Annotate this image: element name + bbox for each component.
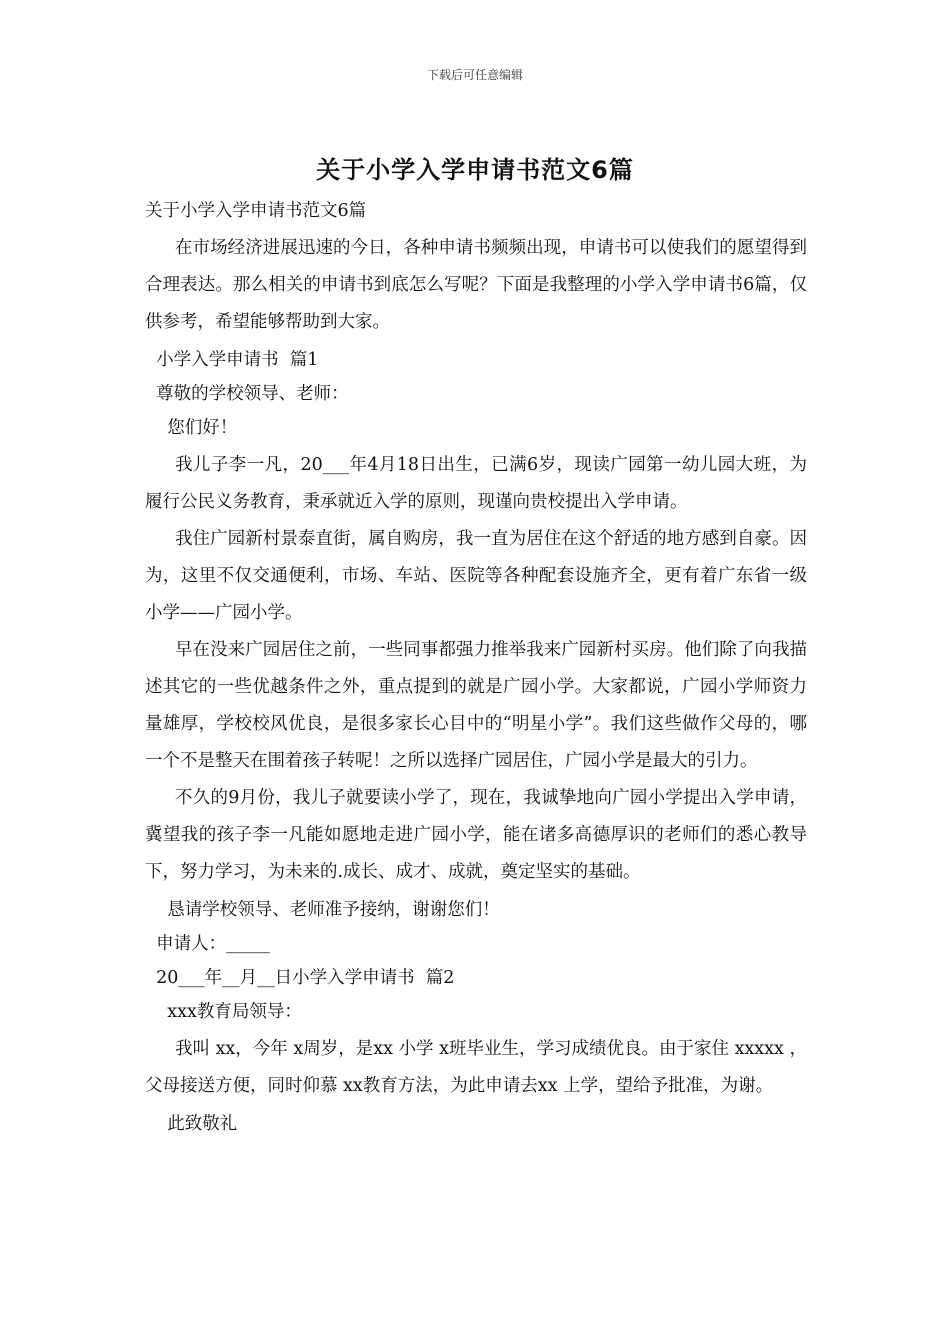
body-paragraph-4: 不久的9月份，我儿子就要读小学了，现在，我诚挚地向广园小学提出入学申请，冀望我的孩子李一凡能如愿地走进广园小学，能在诸多高德厚识的老师们的悉心教导下，努力学习，为未来的.成长、成才、成就，奠定坚实的基础。 — [145, 788, 807, 882]
request-line: 恳请学校领导、老师准予接纳，谢谢您们！ — [145, 900, 500, 920]
closing-line: 此致敬礼 — [145, 1114, 238, 1134]
section-heading-1: 小学入学申请书 篇1 — [145, 350, 319, 370]
subtitle: 关于小学入学申请书范文6篇 — [145, 201, 367, 221]
greeting-1: 您们好！ — [145, 418, 238, 438]
body-paragraph-1: 我儿子李一凡，20___年4月18日出生，已满6岁，现读广园第一幼儿园大班，为履行公民义务教育，秉承就近入学的原则，现谨向贵校提出入学申请。 — [145, 455, 807, 512]
document-title: 关于小学入学申请书范文6篇 — [316, 156, 634, 184]
body-paragraph-3: 早在没来广园居住之前，一些同事都强力推举我来广园新村买房。他们除了向我描述其它的一些优越条件之外，重点提到的就是广园小学。大家都说，广园小学师资力量雄厚，学校校风优良，是很多家长心目中的“明星小学”。我们这些做作父母的，哪一个不是整天在围着孩子转呢！之所以选择广园居住，广园小学是最大的引力。 — [145, 640, 807, 771]
body-paragraph-5: 我叫 xx，今年 x周岁，是xx 小学 x班毕业生，学习成绩优良。由于家住 xxxxx ，父母接送方便，同时仰慕 xx教育方法，为此申请去xx 上学，望给予批准，为谢。 — [145, 1039, 807, 1096]
document-body — [145, 196, 807, 1139]
salutation-2: xxx教育局领导： — [145, 1002, 302, 1022]
applicant-line: 申请人：_____ — [145, 934, 270, 954]
date-and-section-heading-2: 20___年__月__日小学入学申请书 篇2 — [145, 968, 455, 988]
intro-paragraph: 在市场经济进展迅速的今日，各种申请书频频出现，申请书可以使我们的愿望得到合理表达。那么相关的申请书到底怎么写呢？下面是我整理的小学入学申请书6篇，仅供参考，希望能够帮助到大家。 — [145, 238, 807, 332]
body-paragraph-2: 我住广园新村景泰直街，属自购房，我一直为居住在这个舒适的地方感到自豪。因为，这里不仅交通便利，市场、车站、医院等各种配套设施齐全，更有着广东省一级小学——广园小学。 — [145, 529, 807, 623]
page-header-note: 下载后可任意编辑 — [426, 68, 523, 82]
salutation-1: 尊敬的学校领导、老师： — [145, 384, 349, 404]
